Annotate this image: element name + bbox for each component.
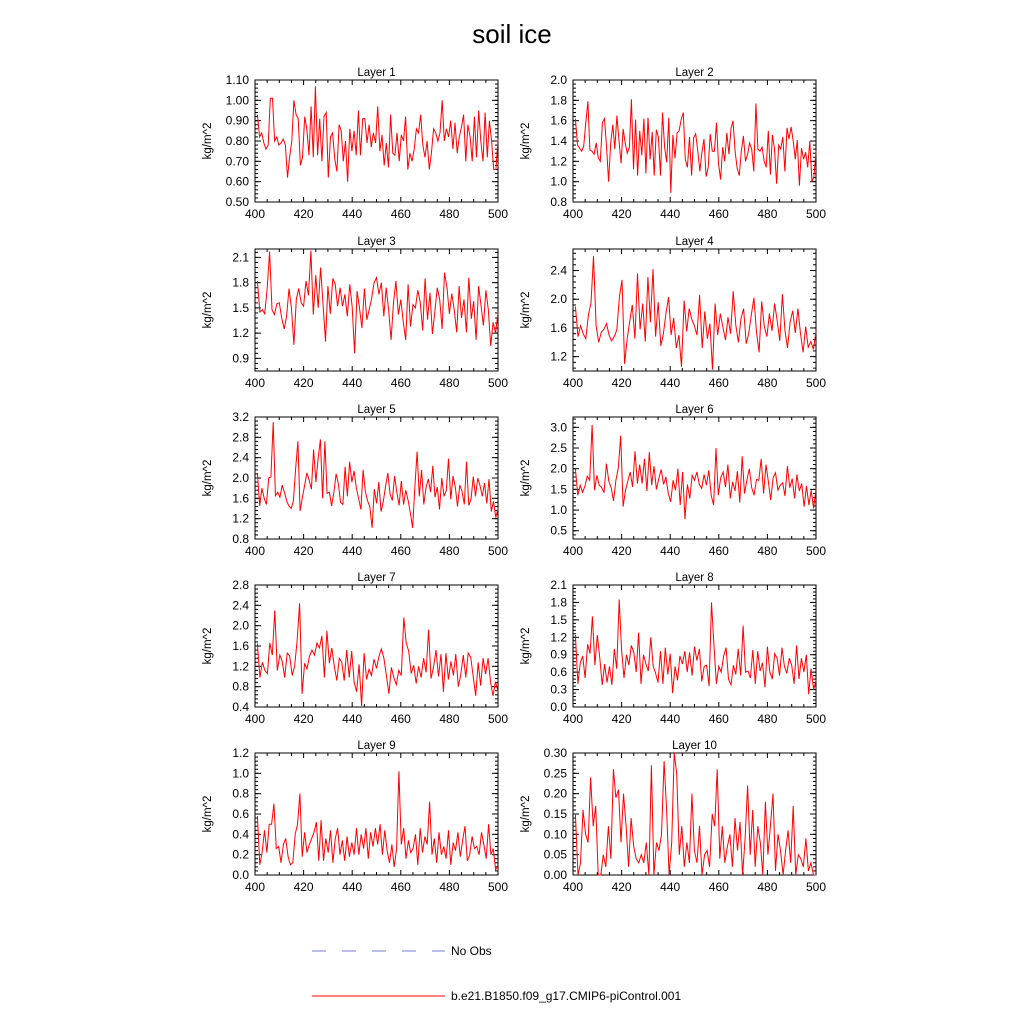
layer-5-series-line xyxy=(257,422,498,528)
layer-5-xtick-label: 460 xyxy=(390,544,411,558)
layer-10-xtick-label: 440 xyxy=(660,880,681,894)
layer-10-ytick-label: 0.15 xyxy=(543,807,567,821)
layer-9-xtick-label: 440 xyxy=(342,880,363,894)
layer-7-xtick-label: 480 xyxy=(439,712,460,726)
layer-10-ytick-label: 0.20 xyxy=(543,786,567,801)
layer-8-xtick-label: 500 xyxy=(805,712,827,726)
layer-8-ytick-label: 1.5 xyxy=(550,612,567,627)
layer-6-ytick-label: 0.5 xyxy=(550,523,567,538)
layer-10-ytick-label: 0.05 xyxy=(543,847,567,862)
layer-2-ytick-label: 1.2 xyxy=(550,154,567,169)
layer-2-xtick-label: 460 xyxy=(708,207,729,221)
legend-model-label: b.e21.B1850.f09_g17.CMIP6-piControl.001 xyxy=(451,989,682,1003)
layer-3-ytick-label: 0.9 xyxy=(232,351,249,366)
layer-1-ytick-label: 1.00 xyxy=(225,93,249,108)
layer-1-panel xyxy=(202,67,508,221)
layer-10-xtick-label: 460 xyxy=(708,880,729,894)
layer-7-xtick-label: 460 xyxy=(390,712,411,726)
layer-3-ytick-label: 2.1 xyxy=(232,250,249,265)
legend xyxy=(312,944,681,1003)
layer-6-ytick-label: 1.5 xyxy=(550,482,567,497)
layer-2-xtick-label: 480 xyxy=(757,207,778,221)
layer-10-ytick-label: 0.10 xyxy=(543,827,567,842)
layer-8-xtick-label: 460 xyxy=(708,712,729,726)
layer-7-ytick-label: 1.2 xyxy=(232,659,249,674)
layer-9-title: Layer 9 xyxy=(357,740,396,752)
layer-7-xtick-label: 500 xyxy=(487,712,509,726)
layer-6-panel xyxy=(520,404,826,558)
layer-10-ytick-label: 0.00 xyxy=(543,868,567,882)
layer-5-ytick-label: 1.6 xyxy=(232,491,249,506)
layer-10-ytick-label: 0.25 xyxy=(543,766,567,781)
layer-3-xtick-label: 440 xyxy=(342,376,363,390)
layer-7-ytick-label: 0.4 xyxy=(232,700,249,714)
layer-7-ytick-label: 2.4 xyxy=(232,598,249,613)
layer-3-xtick-label: 400 xyxy=(244,376,266,390)
layer-4-ytick-label: 1.6 xyxy=(550,320,567,335)
layer-4-xtick-label: 480 xyxy=(757,376,778,390)
layer-1-ytick-label: 0.80 xyxy=(225,134,249,148)
layer-4-panel xyxy=(520,236,826,390)
layer-1-series-line xyxy=(257,86,498,182)
layer-3-ylabel: kg/m^2 xyxy=(202,291,214,329)
layer-1-ytick-label: 0.90 xyxy=(225,113,249,128)
layer-4-xtick-label: 440 xyxy=(660,376,681,390)
layer-10-panel xyxy=(520,740,826,894)
layer-2-panel xyxy=(520,67,826,221)
layer-8-xtick-label: 420 xyxy=(611,712,632,726)
layer-6-ytick-label: 2.0 xyxy=(550,461,567,476)
layer-5-panel xyxy=(202,404,508,558)
layer-7-xtick-label: 400 xyxy=(244,712,266,726)
layer-4-xtick-label: 400 xyxy=(562,376,584,390)
layer-8-series-line xyxy=(575,600,816,695)
layer-4-ytick-label: 1.2 xyxy=(550,349,567,364)
layer-1-xtick-label: 440 xyxy=(342,207,363,221)
layer-2-ylabel: kg/m^2 xyxy=(520,122,532,160)
layer-10-ytick-label: 0.30 xyxy=(543,746,567,760)
layer-6-xtick-label: 400 xyxy=(562,544,584,558)
layer-1-xtick-label: 400 xyxy=(244,207,266,221)
layer-9-ytick-label: 0.6 xyxy=(232,807,249,821)
layer-4-ylabel: kg/m^2 xyxy=(520,291,532,329)
layer-8-xtick-label: 480 xyxy=(757,712,778,726)
layer-7-ylabel: kg/m^2 xyxy=(202,627,214,665)
layer-1-ytick-label: 0.60 xyxy=(225,174,249,189)
layer-10-frame xyxy=(573,753,816,875)
layer-10-xtick-label: 400 xyxy=(562,880,584,894)
layer-8-ytick-label: 1.2 xyxy=(550,630,567,645)
layer-3-title: Layer 3 xyxy=(357,236,396,248)
layer-9-ytick-label: 0.2 xyxy=(232,847,249,862)
layer-7-ytick-label: 1.6 xyxy=(232,639,249,653)
layer-6-xtick-label: 480 xyxy=(757,544,778,558)
layer-3-xtick-label: 500 xyxy=(487,376,509,390)
layer-1-ytick-label: 0.70 xyxy=(225,154,249,169)
layer-1-ytick-label: 1.10 xyxy=(225,73,249,87)
layer-2-ytick-label: 0.8 xyxy=(550,195,567,209)
layer-2-title: Layer 2 xyxy=(675,67,714,79)
layer-6-xtick-label: 460 xyxy=(708,544,729,558)
layer-6-ytick-label: 3.0 xyxy=(550,420,567,435)
layer-3-series-line xyxy=(257,251,498,354)
layer-3-ytick-label: 1.2 xyxy=(232,326,249,341)
layer-4-ytick-label: 2.4 xyxy=(550,263,567,278)
layer-4-xtick-label: 500 xyxy=(805,376,827,390)
panels xyxy=(202,67,826,894)
layer-8-ytick-label: 1.8 xyxy=(550,595,567,610)
layer-9-xtick-label: 480 xyxy=(439,880,460,894)
layer-5-xtick-label: 480 xyxy=(439,544,460,558)
layer-5-ytick-label: 2.4 xyxy=(232,450,249,465)
layer-2-ytick-label: 1.4 xyxy=(550,134,567,148)
layer-6-ytick-label: 2.5 xyxy=(550,441,567,456)
layer-6-series-line xyxy=(575,425,816,519)
figure-title: soil ice xyxy=(472,19,552,49)
layer-9-xtick-label: 500 xyxy=(487,880,509,894)
layer-5-ytick-label: 1.2 xyxy=(232,511,249,526)
layer-8-ytick-label: 0.6 xyxy=(550,665,567,680)
layer-6-title: Layer 6 xyxy=(675,404,714,416)
layer-9-series-line xyxy=(257,771,498,870)
layer-2-xtick-label: 400 xyxy=(562,207,584,221)
layer-10-series-line xyxy=(575,753,816,875)
layer-2-ytick-label: 1.6 xyxy=(550,113,567,128)
layer-1-xtick-label: 460 xyxy=(390,207,411,221)
layer-5-frame xyxy=(255,417,498,539)
layer-5-ytick-label: 0.8 xyxy=(232,532,249,546)
layer-8-frame xyxy=(573,585,816,707)
layer-8-xtick-label: 440 xyxy=(660,712,681,726)
layer-10-title: Layer 10 xyxy=(672,740,717,752)
legend-no-obs-label: No Obs xyxy=(451,944,492,958)
layer-8-ylabel: kg/m^2 xyxy=(520,627,532,665)
layer-9-ylabel: kg/m^2 xyxy=(202,795,214,833)
layer-6-xtick-label: 500 xyxy=(805,544,827,558)
layer-1-xtick-label: 420 xyxy=(293,207,314,221)
layer-2-ytick-label: 2.0 xyxy=(550,73,567,87)
layer-4-xtick-label: 420 xyxy=(611,376,632,390)
layer-4-xtick-label: 460 xyxy=(708,376,729,390)
layer-10-xtick-label: 480 xyxy=(757,880,778,894)
layer-9-ytick-label: 1.0 xyxy=(232,766,249,781)
layer-7-ytick-label: 2.8 xyxy=(232,578,249,592)
layer-2-ytick-label: 1.0 xyxy=(550,174,567,189)
layer-5-title: Layer 5 xyxy=(357,404,396,416)
layer-4-frame xyxy=(573,249,816,371)
layer-8-xtick-label: 400 xyxy=(562,712,584,726)
layer-6-xtick-label: 420 xyxy=(611,544,632,558)
layer-6-xtick-label: 440 xyxy=(660,544,681,558)
layer-5-ytick-label: 2.8 xyxy=(232,430,249,445)
layer-8-ytick-label: 0.3 xyxy=(550,682,567,697)
layer-7-xtick-label: 420 xyxy=(293,712,314,726)
layer-7-panel xyxy=(202,572,508,726)
layer-2-series-line xyxy=(575,99,816,193)
layer-10-xtick-label: 420 xyxy=(611,880,632,894)
layer-10-ylabel: kg/m^2 xyxy=(520,795,532,833)
layer-6-frame xyxy=(573,417,816,539)
layer-7-series-line xyxy=(257,603,498,706)
layer-3-xtick-label: 460 xyxy=(390,376,411,390)
layer-1-ytick-label: 0.50 xyxy=(225,195,249,209)
layer-3-xtick-label: 480 xyxy=(439,376,460,390)
layer-8-ytick-label: 0.0 xyxy=(550,700,567,714)
layer-9-ytick-label: 0.4 xyxy=(232,827,249,842)
layer-9-xtick-label: 420 xyxy=(293,880,314,894)
layer-2-xtick-label: 500 xyxy=(805,207,827,221)
layer-9-ytick-label: 1.2 xyxy=(232,746,249,760)
layer-4-series-line xyxy=(575,256,816,369)
layer-2-frame xyxy=(573,80,816,202)
layer-8-ytick-label: 2.1 xyxy=(550,578,567,592)
layer-4-title: Layer 4 xyxy=(675,236,714,248)
layer-9-xtick-label: 460 xyxy=(390,880,411,894)
layer-8-title: Layer 8 xyxy=(675,572,714,584)
layer-1-xtick-label: 500 xyxy=(487,207,509,221)
layer-5-xtick-label: 420 xyxy=(293,544,314,558)
layer-1-title: Layer 1 xyxy=(357,67,396,79)
layer-8-panel xyxy=(520,572,826,726)
layer-9-xtick-label: 400 xyxy=(244,880,266,894)
layer-5-ylabel: kg/m^2 xyxy=(202,459,214,497)
layer-10-xtick-label: 500 xyxy=(805,880,827,894)
layer-7-ytick-label: 0.8 xyxy=(232,679,249,694)
layer-5-xtick-label: 500 xyxy=(487,544,509,558)
layer-5-xtick-label: 440 xyxy=(342,544,363,558)
layer-6-ytick-label: 1.0 xyxy=(550,503,567,518)
layer-2-xtick-label: 440 xyxy=(660,207,681,221)
layer-9-panel xyxy=(202,740,508,894)
layer-1-ylabel: kg/m^2 xyxy=(202,122,214,160)
layer-9-ytick-label: 0.0 xyxy=(232,868,249,882)
layer-7-ytick-label: 2.0 xyxy=(232,618,249,633)
layer-3-xtick-label: 420 xyxy=(293,376,314,390)
layer-3-ytick-label: 1.8 xyxy=(232,275,249,290)
layer-9-ytick-label: 0.8 xyxy=(232,786,249,801)
layer-5-ytick-label: 2.0 xyxy=(232,471,249,485)
layer-5-xtick-label: 400 xyxy=(244,544,266,558)
layer-3-panel xyxy=(202,236,508,390)
layer-3-ytick-label: 1.5 xyxy=(232,300,249,315)
layer-7-frame xyxy=(255,585,498,707)
layer-7-xtick-label: 440 xyxy=(342,712,363,726)
layer-6-ylabel: kg/m^2 xyxy=(520,459,532,497)
layer-8-ytick-label: 0.9 xyxy=(550,647,567,662)
layer-2-xtick-label: 420 xyxy=(611,207,632,221)
layer-7-title: Layer 7 xyxy=(357,572,396,584)
layer-2-ytick-label: 1.8 xyxy=(550,93,567,108)
layer-4-ytick-label: 2.0 xyxy=(550,292,567,307)
layer-9-frame xyxy=(255,753,498,875)
layer-5-ytick-label: 3.2 xyxy=(232,410,249,424)
layer-1-xtick-label: 480 xyxy=(439,207,460,221)
